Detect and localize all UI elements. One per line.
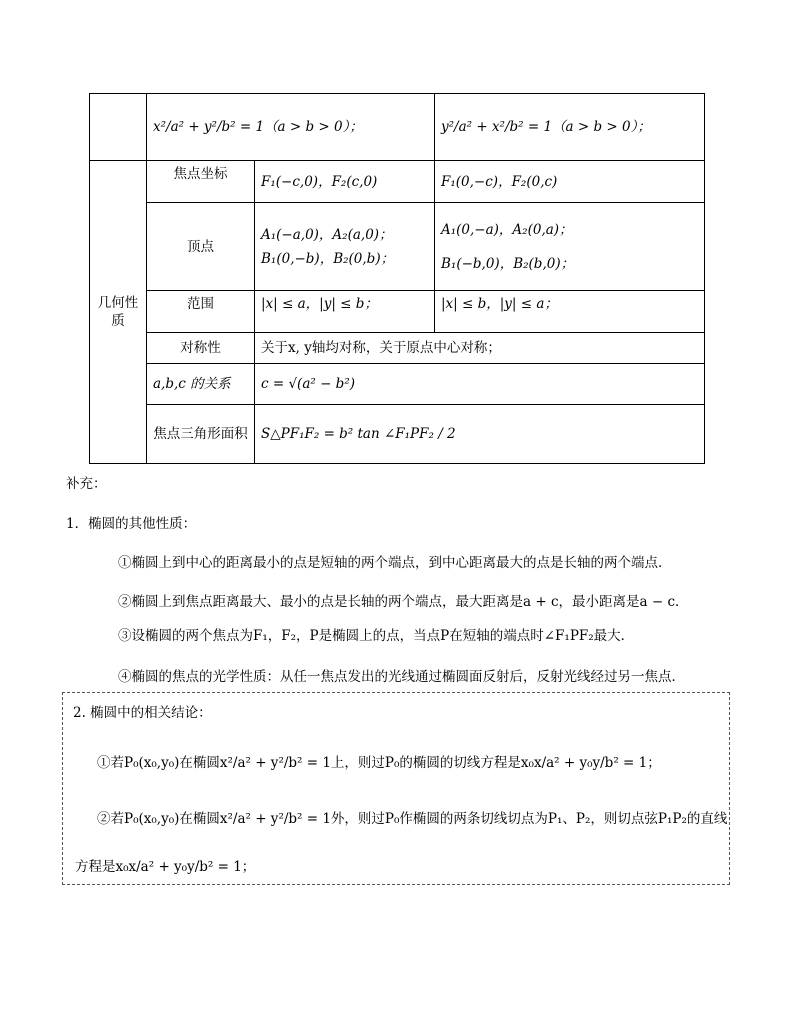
range-label: 范围 bbox=[147, 291, 255, 333]
section1-item-2: ②椭圆上到焦点距离最大、最小的点是长轴的两个端点，最大距离是a + c，最小距离是a − c． bbox=[118, 594, 689, 610]
horizontal-standard-equation: x²/a² + y²/b² = 1（a > b > 0）； bbox=[153, 119, 363, 136]
ellipse-properties-table bbox=[89, 93, 705, 464]
vertex-vertical bbox=[435, 203, 705, 291]
conclusion-1: ①若P₀(x₀,y₀)在椭圆x²/a² + y²/b² = 1上，则过P₀的椭圆的切线方程是x₀x/a² + y₀y/b² = 1； bbox=[97, 755, 661, 771]
focal-triangle-area-label: 焦点三角形面积 bbox=[147, 404, 255, 463]
vertex-label: 顶点 bbox=[147, 203, 255, 291]
focus-label: 焦点坐标 bbox=[147, 161, 255, 203]
vertex-h-b: B₁(0,−b)，B₂(0,b)； bbox=[261, 250, 395, 267]
vertical-standard-equation: y²/a² + x²/b² = 1（a > b > 0）； bbox=[441, 119, 651, 136]
symmetry-text: 关于x, y轴均对称，关于原点中心对称； bbox=[255, 333, 705, 364]
conclusion-2-line1: ②若P₀(x₀,y₀)在椭圆x²/a² + y²/b² = 1外，则过P₀作椭圆的两条切线切点为P₁、P₂，则切点弦P₁P₂的直线 bbox=[97, 811, 728, 827]
vertex-v-b: B₁(−b,0)，B₂(b,0)； bbox=[441, 255, 575, 272]
focal-triangle-area-formula: S△PF₁F₂ = b² tan ∠F₁PF₂ / 2 bbox=[255, 404, 705, 463]
related-conclusions-box bbox=[62, 692, 730, 885]
focus-vertical: F₁(0,−c)，F₂(0,c) bbox=[435, 161, 705, 203]
vertex-horizontal bbox=[255, 203, 435, 291]
geometric-properties-label: 几何性质 bbox=[90, 161, 147, 464]
row1-vertical-equation bbox=[435, 94, 705, 161]
section1-item-4: ④椭圆的焦点的光学性质：从任一焦点发出的光线通过椭圆面反射后，反射光线经过另一焦点． bbox=[118, 669, 685, 685]
section1-title: 1．椭圆的其他性质： bbox=[66, 516, 197, 532]
range-horizontal: |x| ≤ a，|y| ≤ b； bbox=[255, 291, 435, 333]
focus-horizontal: F₁(−c,0)，F₂(c,0) bbox=[255, 161, 435, 203]
abc-relation-label: a,b,c 的关系 bbox=[147, 363, 255, 404]
range-vertical: |x| ≤ b，|y| ≤ a； bbox=[435, 291, 705, 333]
row1-horizontal-equation bbox=[147, 94, 435, 161]
conclusion-2-line2: 方程是x₀x/a² + y₀y/b² = 1； bbox=[75, 859, 256, 875]
section1-item-1: ①椭圆上到中心的距离最小的点是短轴的两个端点，到中心距离最大的点是长轴的两个端点． bbox=[118, 555, 672, 571]
abc-relation-text: c = √(a² − b²) bbox=[255, 363, 705, 404]
section1-item-3: ③设椭圆的两个焦点为F₁，F₂，P是椭圆上的点，当点P在短轴的端点时∠F₁PF₂最大． bbox=[118, 628, 635, 644]
vertex-h-a: A₁(−a,0)，A₂(a,0)； bbox=[261, 226, 393, 243]
symmetry-label: 对称性 bbox=[147, 333, 255, 364]
row1-blank-cell bbox=[90, 94, 147, 161]
supplement-heading: 补充： bbox=[66, 476, 107, 492]
vertex-v-a: A₁(0,−a)，A₂(0,a)； bbox=[441, 221, 573, 238]
section2-title: 2. 椭圆中的相关结论： bbox=[73, 705, 212, 721]
